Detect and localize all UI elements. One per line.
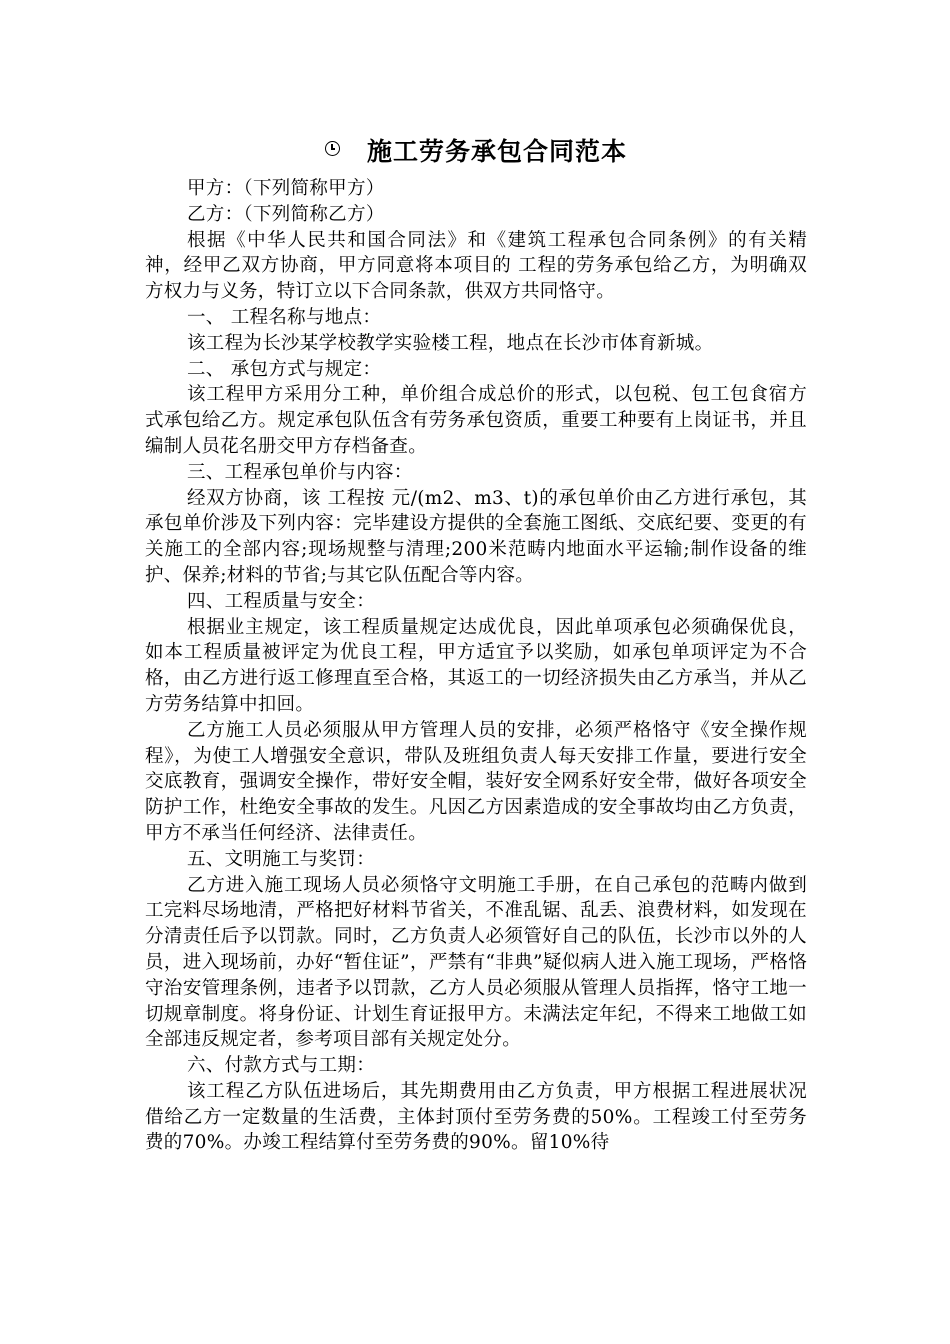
- section-body-2: 该工程甲方采用分工种，单价组合成总价的形式，以包税、包工包食宿方式承包给乙方。规定承包队伍含有劳务承包资质，重要工种要有上岗证书，并且编制人员花名册交甲方存档备查。: [145, 384, 807, 457]
- party-a-line: 甲方：（下列简称甲方）: [187, 178, 385, 199]
- title-row: [145, 128, 807, 174]
- preamble-paragraph: 根据《中华人民共和国合同法》和《建筑工程承包合同条例》的有关精神，经甲乙双方协商，甲方同意将本项目的 工程的劳务承包给乙方，为明确双方权力与义务，特订立以下合同条款，供双方共同恪守。: [145, 229, 807, 303]
- section-heading-6: 六、付款方式与工期：: [187, 1055, 376, 1077]
- section-body-5: 乙方进入施工现场人员必须恪守文明施工手册，在自己承包的范畴内做到工完料尽场地清，严格把好材料节省关，不准乱锯、乱丢、浪费材料，如发现在分清责任后予以罚款。同时，乙方负责人必须管好自己的队伍，长沙市以外的人员，进入现场前，办好“暂住证”，严禁有“非典”疑似病人进入施工现场，严格恪守治安管理条例，违者予以罚款，乙方人员必须服从管理人员指挥，恪守工地一切规章制度。将身份证、计划生育证报甲方。未满法定年纪，不得来工地做工如全部违反规定者，参考项目部有关规定处分。: [145, 874, 807, 1051]
- section-heading-5: 五、文明施工与奖罚：: [187, 848, 376, 870]
- section-body-4a: 根据业主规定，该工程质量规定达成优良，因此单项承包必须确保优良，如本工程质量被评定为优良工程，甲方适宜予以奖励，如承包单项评定为不合格，由乙方进行返工修理直至合格，其返工的一切经济损失由乙方承当，并从乙方劳务结算中扣回。: [145, 616, 807, 715]
- section-heading-4: 四、工程质量与安全：: [187, 590, 376, 612]
- section-heading-1: 一、 工程名称与地点：: [187, 306, 382, 328]
- document-page: [145, 128, 807, 1156]
- section-body-4b: 乙方施工人员必须服从甲方管理人员的安排，必须严格恪守《安全操作规程》，为使工人增强安全意识，带队及班组负责人每天安排工作量，要进行安全交底教育，强调安全操作，带好安全帽，装好安全网系好安全带，做好各项安全防护工作，杜绝安全事故的发生。凡因乙方因素造成的安全事故均由乙方负责，甲方不承当任何经济、法律责任。: [145, 719, 807, 844]
- section-heading-2: 二、 承包方式与规定：: [187, 358, 382, 380]
- section-body-3: 经双方协商，该 工程按 元/(m2、m3、t)的承包单价由乙方进行承包，其承包单价涉及下列内容：完毕建设方提供的全套施工图纸、交底纪要、变更的有关施工的全部内容;现场规整与清理;200米范畴内地面水平运输;制作设备的维护、保养;材料的节省;与其它队伍配合等内容。: [145, 487, 807, 586]
- section-body-6: 该工程乙方队伍进场后，其先期费用由乙方负责，甲方根据工程进展状况借给乙方一定数量的生活费，主体封顶付至劳务费的50%。工程竣工付至劳务费的70%。办竣工程结算付至劳务费的90%。留10%待: [145, 1080, 807, 1154]
- document-title: 施工劳务承包合同范本: [367, 136, 628, 166]
- section-heading-3: 三、工程承包单价与内容：: [187, 461, 413, 483]
- clock-icon: [325, 141, 340, 156]
- party-b-line: 乙方：（下列简称乙方）: [187, 203, 385, 225]
- section-body-1: 该工程为长沙某学校教学实验楼工程，地点在长沙市体育新城。: [187, 332, 714, 354]
